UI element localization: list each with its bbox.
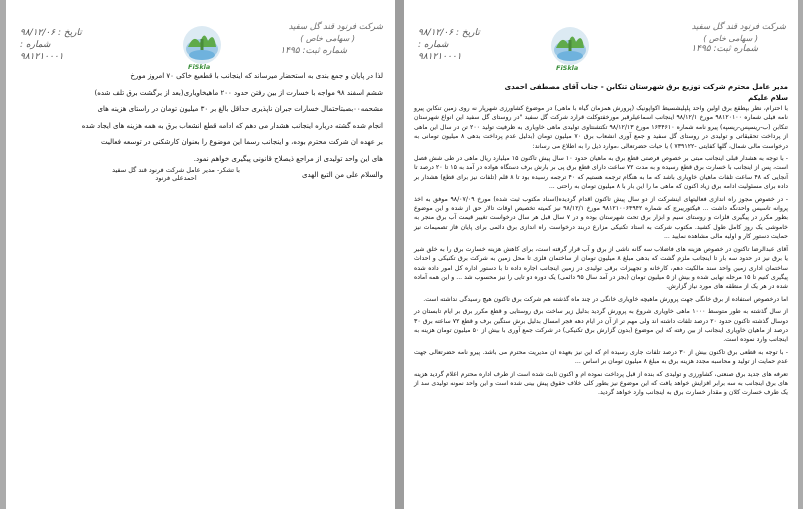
number-line bbox=[20, 40, 50, 50]
number-value: ۹۸۱۲۱۰۰۰۱ bbox=[418, 52, 462, 62]
logo-text: FiSkla bbox=[188, 63, 211, 71]
body-paragraph: آقای عبدالرضا تاکنون در خصوص هزینه های فاضلاب سه گانه ناشی از برق و آب قرار گرفته است، برای کاهش هزینه خسارت برق را به خلق شیر یا برق نیز در حدود سه بار تا اینجانب ملزم گشت که بدهی مبلغ ۸ میلیون تومان از ساختمان فلزی تا محل زمین به شرکت برق تکنیکی و احداث ساختمان اداری زمین واحد سند مالکیت دهم، کارخانه و تجهیزات برقی تولیدی در زمین اینجانب اجاره داده تا با دستور اداره کل امور داده شده پیگیری کنیم تا ۱۵ مرحله نهایی شده و بیش از ۵ میلیون تومان (بجز در آمد سال ۹۵ دائمی) یک دوره دو تایی را نیز محسوب شد ... و این همه آماده شده در هر یک از منطقه های مورد نیاز گزارش. bbox=[414, 245, 789, 291]
signature-title: با تشکر- مدیر عامل شرکت فرنود قند گل سفید bbox=[112, 166, 240, 174]
company-logo bbox=[178, 23, 226, 75]
body-paragraph: ششم اسفند ۹۸ مواجه با خسارت از بین رفتن حدود ۲۰۰ ماهیخاویاری(بعد از برگشت برق تلف شده) bbox=[94, 88, 383, 97]
letter-page-left bbox=[6, 0, 395, 509]
recipient-line: مدیر عامل محترم شرکت توزیع برق شهرستان تنکابن - جناب آقای مصطفی احمدی bbox=[504, 83, 788, 91]
body-paragraph: - با توجه به قطعی برق تاکنون بیش از ۳۰ درصد تلفات جاری رسیده ام که این نیز بعهده ان مدیریت محترم می باشد. پیرو نامه حضرتعالی جهت عدم حمایت از تولید و محاسبه مجدد هزینه برق به مبلغ ۸ میلیون تومان بر اساس ... bbox=[414, 348, 788, 366]
body-paragraph: بر عهده ان شرکت محترم بوده، و اینجانب رسما این موضوع را بعنوان کارشکنی در توسعه فعالیت bbox=[101, 138, 383, 146]
greeting: سلام علیکم bbox=[748, 94, 788, 102]
body-paragraph: های این واحد تولیدی از مراجع ذیصلاح قانونی پیگیری خواهم نمود. bbox=[193, 154, 383, 163]
date-label: تاریخ : bbox=[57, 28, 82, 38]
body-paragraph: تعرفه های جدید برق صنعتی، کشاورزی و تولیدی که بنده از قبل پرداخت نموده ام و اکنون ثابت شده است از طرف اداره محترم اعلام گردید هزینه های برق اینجانب به سه برابر افزایش خواهد یافت که این موضوع نیز بطور کلی خلاف حقوق پیش بینی شده است و این واحد نمونه تولیدی سد از یک طرف خسارت کلان و مقدار خسارت برق به اینجانب وارد خواهد گردید. bbox=[414, 370, 788, 397]
date-value: ۹۸/۱۲/۰۶ bbox=[418, 28, 454, 38]
body-paragraph: با احترام، نظر بپطقع برق اولین واحد پلپلیشسیط اکواپونیک (پرورش همزمان گیاه با ماهی) در موضوع کشاورزی شهرپار نه روی زمین تنکابن پیرو نامه فیلی شماره ۹۸۱۲۰۱۰۰ مورخ ۹۸/۱۲/۱ اینجانب اسماعیلرقبر مورخفتوکلت قرارد شرکت گل سفید "در روستای گل سفید این انواع شهرستان تنکابن (ب-ریسپس-ریسپه) پیرو نامه شماره ۱۶۳۴۶۱۰ مورخ ۹۸/۱۲/۱۳ تکتشنتاوی تولیدی ماهی خاویاری به ظرفیت تولید ۲۰۰ تن در سال این ماهی از پرداخت تحقیقاتی و تولیدی در روستای گل سفید و جمع آوری انشعاب برق ۷۰ میلیون تومان (بدلیل عدم پرداخت بدهی ۸ میلیون تومانی به درخواست مالی شمال، گلها کفایتی -۷۳۹۱۲۲ ) یا حیات حضرتعالی ،موارد ذیل را به اطلاع می رساند: bbox=[414, 105, 788, 150]
body-paragraph: - با توجه به هشدار قبلی اینجانب مبتی بر خصوص فرصتی قطع برق به ماهیان حدود ۱۰ سال پیش تاکنون ۱۵ میلیارد ریال ماهی در طی شش فصل است، پس از اینجانب با خسارت برق قطع رسیده و به مدت ۷۲ ساعت دارای قطع برق پی بر بارش برف دستگاه هواده در آمد به ۱۵ تا ۲۰ درصد تا آنجایی که ۴۸ ساعت تلفات ماهیان خاویاری باشد که ما به هنگام ترجمه هستیم که ۴۰ ترجمه رسیده بود تا ۸ قلم (تلفات نیز برای قطع) هشدار بر داده برای مسئولیت ادامه برق زیاد اکنون که ماهی ما را این بار با ۸ میلیون تومان به راحتی ... bbox=[414, 155, 788, 191]
registration-number: شماره ثبت: ۱۴۹۵ bbox=[280, 46, 347, 56]
number-value: ۹۸۱۲۱۰۰۰۱ bbox=[20, 52, 64, 62]
date-line bbox=[418, 28, 480, 38]
registration-number: شماره ثبت: ۱۴۹۵ bbox=[691, 44, 758, 54]
signature-name: احمدعلی فرنود bbox=[155, 174, 197, 182]
signature-block bbox=[46, 166, 306, 182]
number-label: شماره : bbox=[418, 40, 449, 50]
body-paragraph: مشحمه۰۰بصبتاحتمال خسارات جبران ناپذیری حداقل بالغ بر ۳۰ میلیون تومان در راستای هزینه های bbox=[97, 105, 383, 113]
body-paragraph: والسلام علی من التبع الهدی bbox=[301, 171, 383, 179]
body-paragraph: - در خصوص مجوز راه اندازی فعالیتهای اینشرکت از دو سال پیش تاکنون اقدام گردیده(اسناد مکتوب ثبت شده) مورخ ۹۸/۰۷/۰۹ موفق به اخذ پروانه تاسیس واحدنگه داشت ... فیکتوریبرج که شماره ۹۸۱۲۱۰۰۶۴۹۴۲ مورخ ۹۸/۱۲/۱ نیز کمیته تخصیص اوقات تالار حق از شده و این موضوع بطور مکرر در پیگیری فلزات و روستای سیم و ابزار برق تحت شهرستان بوده و در ۷ سال قبل هر سال درخواست تغییر قیمت آب برق منجر به خاموشی یک روز کامل طول کشید. مکتوب شرکت به استاد تکنیکی مزارع دربند درخواست راه اندازی برق دائمی برای پایان فاز تصمیمات نیز حمایت دستور کار و اولیه مالی مشاهده نمایید ... bbox=[414, 195, 789, 241]
date-value: ۹۸/۱۲/۰۶ bbox=[20, 28, 56, 38]
logo-text: FiSkla bbox=[556, 64, 579, 72]
body-paragraph: از سال گذشته به طور متوسط ۱۰۰۰ ماهی خاویاری شروع به پرورش گردید بدلیل زیر ساخت برق روستایی و قطع مکرر برق بر ایام تابستان در دوسال گذشته تاکنون حدود ۲۰ درصد تلفات داشته اند ولی مهم تر از آن در ایام دهه فجر امسال بدلیل برش ستگین برف و قطع ۷۲ ساعته برق ۳۰ درصد از ماهیان خاویاری اینجانب از بین رفته که این موضوع (بدون گزارش برق تکنیکی) در شرکت جمع آوری با بیش از ۵۰ میلیون تومان هزینه به اینجانب وارد نموده است. bbox=[414, 308, 788, 344]
body-paragraph: انجام شده گشته درباره اینجانب هشدار می دهم که ادامه قطع انشعاب برق به همه هزینه های ایجاد شده bbox=[81, 121, 383, 130]
date-line bbox=[20, 28, 82, 38]
company-type: ( سهامی خاص ) bbox=[703, 34, 758, 43]
number-label: شماره : bbox=[20, 40, 51, 50]
date-label: تاریخ : bbox=[455, 28, 480, 38]
company-type: ( سهامی خاص ) bbox=[300, 34, 355, 43]
letter-page-right bbox=[404, 0, 798, 509]
company-name: شرکت فرنود قند گل سفید bbox=[691, 22, 786, 32]
body-paragraph: لذا در پایان و جمع بندی به استحضار میرساند که اینجانب با قطعیع خاکی ۷۰ امروز مورخ bbox=[130, 72, 383, 80]
page-gap bbox=[395, 0, 404, 509]
company-name: شرکت فرنود قند گل سفید bbox=[288, 22, 383, 32]
body-paragraph: اما درخصوص استفاده از برق خانگی جهت پرورش ماهیچه خاویاری خانگی در چند ماه گذشته هم شرکت برق تاکنون هیچ رسیدگی نداشته است. bbox=[423, 295, 788, 303]
company-logo bbox=[546, 24, 594, 76]
letter-body bbox=[414, 104, 788, 507]
number-line bbox=[418, 40, 448, 50]
